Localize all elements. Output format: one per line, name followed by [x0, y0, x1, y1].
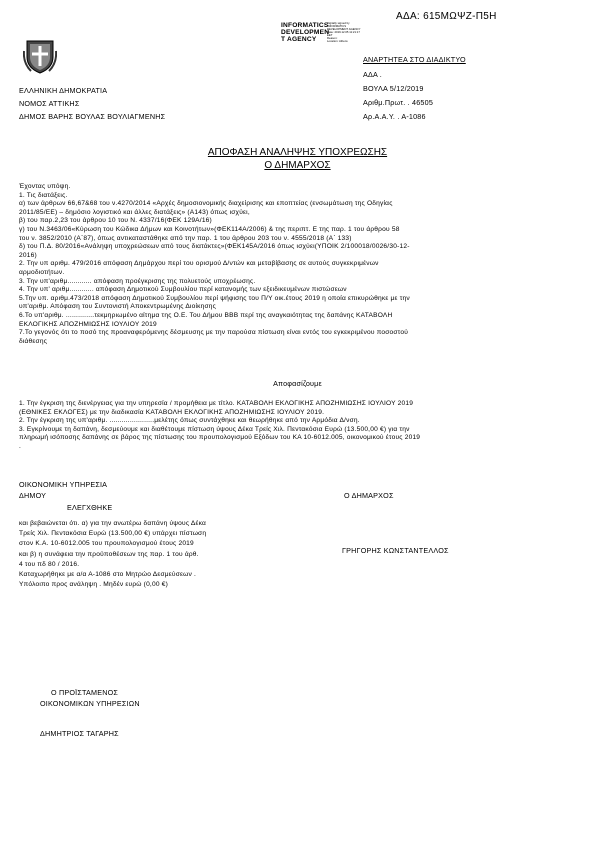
signature-detail-line: Date: 2019.12.05 11:21:17 — [327, 30, 360, 34]
ada-code: ΑΔΑ: 615ΜΩΨΖ-Π5Η — [396, 11, 497, 22]
finance-line: στον Κ.Α. 10-6012.005 του προυπολογισμού έτους 2019 — [19, 540, 194, 548]
page-title: ΑΠΟΦΑΣΗ ΑΝΑΛΗΨΗΣ ΥΠΟΧΡΕΩΣΗΣ — [207, 147, 388, 158]
preamble-line: 2016) — [19, 251, 37, 259]
finance-municipality: ΔΗΜΟΥ — [19, 491, 47, 500]
signature-details — [327, 22, 361, 43]
preamble-line: 7.Το γεγονός ότι το ποσό της προαναφερόμενης δέσμευσης με την παρούσα πίστωση είναι εντός του εγκεκριμένου ποσοστού — [19, 329, 409, 337]
head-signature — [40, 687, 140, 709]
finance-checked: ΕΛΕΓΧΘΗΚΕ — [67, 503, 113, 512]
signature-detail-line: DEVELOPMENT AGENCY — [327, 27, 361, 31]
head-name: ΔΗΜΗΤΡΙΟΣ ΤΑΓΑΡΗΣ — [40, 729, 119, 738]
decisions — [19, 400, 420, 452]
preamble-line: υπ'αριθμ. Απόφαση του Συντονιστή Αποκεντρωμένης Διοίκησης — [19, 303, 217, 311]
preamble-line: 2. Την υπ αριθμ. 479/2016 απόφαση Δημάρχου περί του ορισμού Δ/ντών και μεταβίβασης σε αυτούς συγκεκριμένων — [19, 260, 379, 268]
decision-line: (ΕΘΝΙΚΕΣ ΕΚΛΟΓΕΣ) με την διαδικασία ΚΑΤΑΒΟΛΗ ΕΚΛΟΓΙΚΗΣ ΑΠΟΖΗΜΙΩΣΗΣ ΙΟΥΛΙΟΥ 2019. — [19, 408, 325, 416]
finance-line: 4 του πδ 80 / 2016. — [19, 560, 80, 568]
preamble-line: 2011/85/ΕΕ) – δημόσιο λογιστικό και άλλες διατάξεις» (Α143) όπως ισχύει, — [19, 208, 250, 216]
reference-block — [363, 68, 433, 124]
preamble-line: 3. Την υπ'αριθμ............ απόφαση προέγκρισης της πολυετούς υποχρέωσης. — [19, 277, 256, 285]
title-block — [0, 146, 595, 172]
signature-logo — [281, 22, 329, 43]
issuer-block — [19, 84, 165, 123]
issuer-country: ΕΛΛΗΝΙΚΗ ΔΗΜΟΚΡΑΤΙΑ — [19, 86, 108, 95]
preamble-line: β) του παρ.2,23 του άρθρου 10 του Ν. 4337/16(ΦΕΚ 129Α/16) — [19, 217, 212, 225]
issuer-prefecture: ΝΟΜΟΣ ΑΤΤΙΚΗΣ — [19, 99, 80, 108]
preamble-line: Έχοντας υπόψη. — [19, 183, 71, 190]
logo-line: INFORMATICS — [281, 22, 329, 29]
decision-line: 2. Την έγκριση της υπ'αριθμ. ......................μελέτης όπως συντάχθηκε και θεωρήθηκε από την Αρμόδια Δ/νση. — [19, 417, 360, 425]
ref-date: ΒΟΥΛΑ 5/12/2019 — [363, 84, 424, 93]
posted-label: ΑΝΑΡΤΗΤΕΑ ΣΤΟ ΔΙΑΔΙΚΤΥΟ — [363, 55, 466, 64]
ref-aay: Αρ.Α.Α.Υ. . Α-1086 — [363, 112, 426, 121]
finance-line: Καταχωρήθηκε με α/α Α-1086 στο Μητρώο Δεσμεύσεων . — [19, 571, 197, 579]
finance-header — [19, 479, 107, 501]
signature-detail-line: INFORMATICS — [327, 24, 347, 28]
head-label: Ο ΠΡΟΪΣΤΑΜΕΝΟΣ — [51, 688, 119, 697]
finance-line: και β) η συνάφεια την προϋποθέσεων της παρ. 1 του άρθ. — [19, 550, 199, 558]
decision-line: πληρωμή ισόποσης δαπάνης σε βάρος της πίστωσης του προυπολογισμού Εξόδων του ΚΑ 10-6012.005, οικονομικού έτους 2019 — [19, 434, 421, 442]
decision-line: . — [19, 442, 22, 450]
ref-ada: ΑΔΑ . — [363, 70, 382, 79]
finance-dept: ΟΙΚΟΝΟΜΙΚΗ ΥΠΗΡΕΣΙΑ — [19, 480, 108, 489]
preamble-line: δ) του Π.Δ. 80/2016«Ανάληψη υποχρεώσεων από τους διατάκτες»(ΦΕΚ145Α/2016 όπως ισχύει(ΥΠΟΙΚ 2/100018/0026/30-12- — [19, 243, 410, 251]
preamble-line: 6.Το υπ'αριθμ. ..............τεκμηριωμένο αίτημα της Ο.Ε. Του Δήμου ΒΒΒ περί της αναγκαιότητας της δαπάνης ΚΑΤΑΒΟΛΗ — [19, 311, 393, 319]
finance-certification — [19, 519, 206, 590]
preamble-line: 4. Την υπ' αριθμ............ απόφαση Δημοτικού Συμβουλίου περί κατανομής των εξειδικευμένων πιστώσεων — [19, 286, 347, 294]
signature-detail-line: Digitally signed by — [327, 21, 350, 25]
finance-line: Υπόλοιπο προς ανάληψη . Μηδέν ευρώ (0,00 €) — [19, 581, 168, 589]
logo-line: T AGENCY — [281, 36, 317, 43]
preamble-line: του ν. 3852/2010 (Α΄87), όπως αντικαταστάθηκε από την παρ. 1 του άρθρου 203 του ν. 4555/2018 (Α΄ 133) — [19, 234, 352, 242]
issuer-municipality: ΔΗΜΟΣ ΒΑΡΗΣ ΒΟΥΛΑΣ ΒΟΥΛΙΑΓΜΕΝΗΣ — [19, 112, 166, 121]
preamble — [19, 183, 410, 346]
finance-line: Τρείς Χιλ. Πεντακόσια Ευρώ (13.500,00 €) υπάρχει πίστωση — [19, 530, 207, 538]
decide-heading: Αποφασίζουμε — [273, 379, 322, 388]
preamble-line: γ) του Ν.3463/06«Κύρωση του Κώδικα Δήμων και Κοινοτήτων»(ΦΕΚ114Α/2006) & της περιπτ. Ε της παρ. 1 του άρθρου 58 — [19, 225, 400, 233]
preamble-line: ΕΚΛΟΓΙΚΗΣ ΑΠΟΖΗΜΙΩΣΗΣ ΙΟΥΛΙΟΥ 2019 — [19, 320, 157, 328]
preamble-line: διάθεσης — [19, 337, 48, 345]
decision-line: 1. Την έγκριση της διενέργειας για την υπηρεσία / προμήθεια με τίτλο. ΚΑΤΑΒΟΛΗ ΕΚΛΟΓΙΚΗΣ ΑΠΟΖΗΜΙΩΣΗΣ ΙΟΥΛΙΟΥ 2019 — [19, 400, 414, 407]
logo-line: DEVELOPMEN — [281, 29, 330, 36]
signature-detail-line: Reason: — [327, 36, 338, 40]
signature-detail-line: EET — [327, 33, 333, 37]
preamble-line: 5.Την υπ. αριθμ.473/2018 απόφαση Δημοτικού Συμβουλίου περί ψήφισης του Π/Υ οικ.έτους 2019 η οποία επικυρώθηκε με την — [19, 294, 410, 302]
preamble-line: αρμοδιοτήτων. — [19, 268, 65, 276]
preamble-line: α) των άρθρων 66,67&68 του ν.4270/2014 «Αρχές δημοσιονομικής διαχείρισης και εποπτείας (ενσωμάτωση της Οδηγίας — [19, 200, 393, 208]
coat-of-arms-icon — [23, 37, 57, 75]
head-dept: ΟΙΚΟΝΟΜΙΚΩΝ ΥΠΗΡΕΣΙΩΝ — [40, 699, 140, 708]
decision-line: 3. Εγκρίνουμε τη δαπάνη, δεσμεύουμε και διαθέτουμε πίστωση ύψους Δέκα Τρείς Χιλ. Πεντακόσια Ευρώ (13.500,00 €) για την — [19, 425, 410, 433]
signature-detail-line: Location: Athens — [327, 39, 348, 43]
page-subtitle: Ο ΔΗΜΑΡΧΟΣ — [264, 160, 331, 171]
mayor-label: Ο ΔΗΜΑΡΧΟΣ — [344, 491, 394, 500]
preamble-line: 1. Τις διατάξεις. — [19, 191, 68, 199]
finance-line: και βεβαιώνεται ότι. α) για την ανωτέρω δαπάνη ύψους Δέκα — [19, 520, 207, 527]
ref-protocol: Αριθμ.Πρωτ. . 46505 — [363, 98, 434, 107]
mayor-name: ΓΡΗΓΟΡΗΣ ΚΩΝΣΤΑΝΤΕΛΛΟΣ — [342, 546, 449, 555]
